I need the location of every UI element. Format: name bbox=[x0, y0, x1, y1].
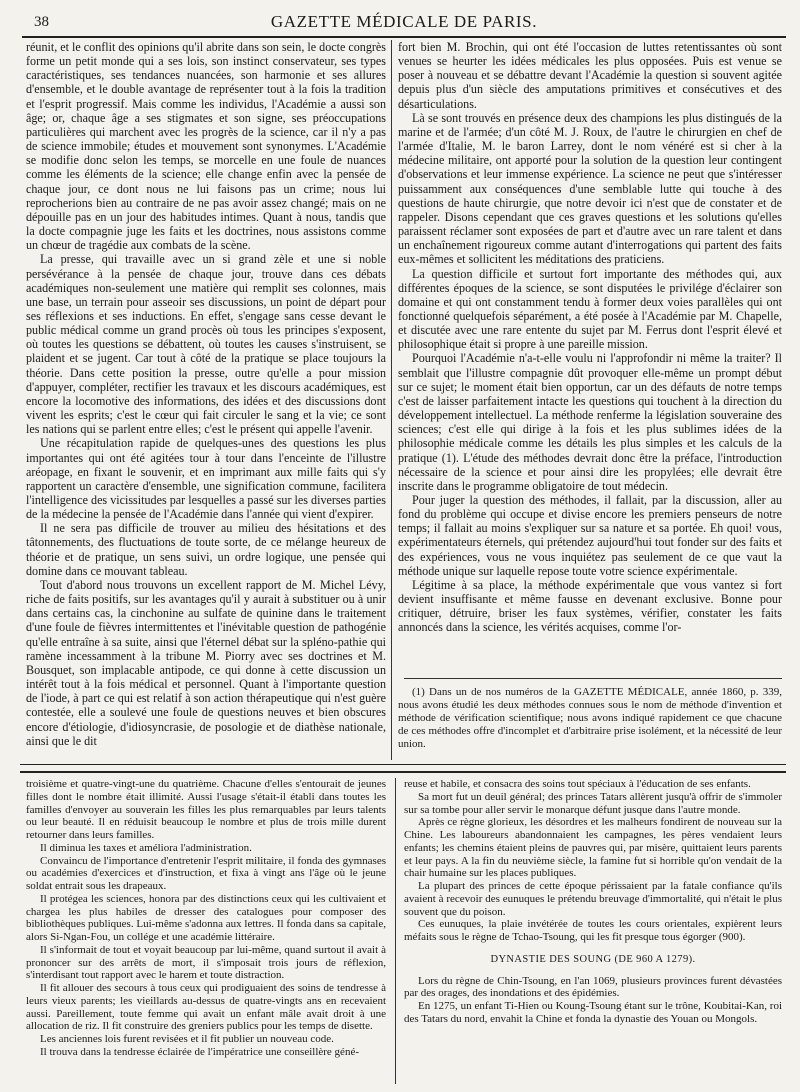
paragraph: Pourquoi l'Académie n'a-t-elle voulu ni l'approfondir ni même la traiter? Il semblait que l'illustre compagnie dût provoquer elle-même un prompt début sur ce sujet; le moment était bien opportun, car un des défauts de notre temps c'est de laisser parfaitement intacte les questions qui touchent à la direction du développement intellectuel. La méthode renferme la législation souveraine des sciences; c'est elle qui dirige à la fois et les plus sublimes idées de la philosophie médicale comme les détails les plus simples et les calculs de la pratique (1). L'étude des méthodes devrait donc être la préface, l'introduction nécessaire de la science et pour ainsi dire les propylées; elle devrait être inscrite dans le programme obligatoire de tout médecin. bbox=[398, 351, 782, 493]
paragraph: Pour juger la question des méthodes, il fallait, par la discussion, aller au fond du problème qui occupe et divise encore les premiers penseurs de notre temps; il fallait au moins s'expliquer sur sa nature et sa portée. Eh quoi! vous, expérimentateurs éternels, qui prétendez aujourd'hui tout fonder sur des faits et des expériences, vous ne vous inquiétez pas seulement de ce que vaut la méthode unique sur laquelle repose toute votre science expérimentale. bbox=[398, 493, 782, 578]
column-divider bbox=[395, 778, 396, 1084]
top-right-column bbox=[398, 40, 782, 672]
column-divider bbox=[391, 40, 392, 760]
paragraph: Il fit allouer des secours à tous ceux qui prodiguaient des soins de tendresse à leurs vieux parents; les vieillards au-dessus de quatre-vingts ans en recevaient aussi. Pareillement, toute femme qui avait un enfant mâle avait droit à une allocation de riz. Il fit construire des greniers publics pour les temps de disette. bbox=[26, 982, 386, 1033]
paragraph: Convaincu de l'importance d'entretenir l'esprit militaire, il fonda des gymnases ou académies d'exercices et d'instruction, et fixa à vingt ans l'âge où le jeune soldat entrait sous les drapeaux. bbox=[26, 854, 386, 892]
paragraph: La plupart des princes de cette époque périssaient par la fatale confiance qu'ils avaient à recevoir des eunuques le prétendu breuvage d'immortalité, qui n'était le plus souvent que du poison. bbox=[404, 880, 782, 918]
paragraph: Il diminua les taxes et améliora l'administration. bbox=[40, 841, 252, 854]
paragraph: Ces eunuques, la plaie invétérée de toutes les cours orientales, expièrent leurs méfaits sous le règne de Tchao-Tsoung, qui les fit presque tous égorger (900). bbox=[404, 918, 782, 943]
paragraph: Une récapitulation rapide de quelques-unes des questions les plus importantes qui ont été agitées tour à tour dans l'enceinte de l'illustre aréopage, en fixant le souvenir, et en imprimant aux mille faits qui s'y rapportent un caractère d'ensemble, une signification commune, facilitera l'intelligence des vicissitudes par lesquelles a passé sur les diverses parties de la médecine la pensée de l'Académie dans l'année qui vient d'expirer. bbox=[26, 436, 386, 522]
paragraph: Sa mort fut un deuil général; des princes Tatars allèrent jusqu'à offrir de s'immoler sur sa tombe pour aller servir le monarque défunt jusque dans l'autre monde. bbox=[404, 790, 782, 816]
paragraph: fort bien M. Brochin, qui ont été l'occasion de luttes retentissantes où sont venues se heurter les idées médicales les plus opposées. Puis est venue se poser à nouveau et se débattre devant l'Académie la question si souvent agitée depuis plus d'un siècle des amputations primitives et consécutives et des désarticulations. bbox=[398, 40, 782, 111]
paragraph: Là se sont trouvés en présence deux des champions les plus distingués de la marine et de l'armée; d'un côté M. J. Roux, de l'autre le chirurgien en chef de l'armée d'Italie, M. le baron Larrey, dont le nom vénéré est si cher à la médecine militaire, ont apporté pour la solution de la question leur contingent d'observations et leur immense expérience. La science ne peut que s'intéresser puissamment aux conséquences d'une semblable lutte qui touche à des questions de haute chirurgie, que notre devoir ici n'est que de constater et de rappeler. Disons cependant que ces graves questions et les solutions qu'elles paraissent réclamer sont exposées de part et d'autre avec un rare talent et dans un enchaînement rigoureux comme autant d'interrogations qui partent des faits eux-mêmes et sollicitent les méditations des praticiens. bbox=[398, 110, 782, 267]
paragraph: La question difficile et surtout fort importante des méthodes qui, aux différentes époques de la science, se sont disputées le privilége d'éclairer son domaine et qui ont constamment tendu à former deux voies parallèles qui ont fonctionné quelquefois séparément, a été posée à l'Académie par M. Chapelle, et discutée avec une rare entente du sujet par M. Ferrus dont l'esprit élevé et philosophique était si propre à une pareille mission. bbox=[398, 266, 782, 352]
footnote bbox=[398, 686, 782, 758]
page-header bbox=[22, 8, 786, 38]
paragraph: réunit, et le conflit des opinions qu'il abrite dans son sein, le docte congrès forme un petit monde qui a ses lois, son instinct conservateur, ses types caractéristiques, ses tendances nuancées, son harmonie et ses allures d'ensemble, et le double avantage de représenter tout à la fois la tradition et l'esprit progressif. Mais comme les individus, l'Académie a aussi son âge; or, chaque âge a ses stigmates et son signe, ses préoccupations particulières qui marchent avec les progrès de la science, car il n'y a pas de science immobile; études et mouvement sont synonymes. L'Académie se modifie donc selon les temps, se morcelle en une foule de nuances comme les éléments de la science; elle change enfin avec la pensée de chaque jour, ce dont nous ne lui faisons pas un crime; nous lui reprocherions bien au contraire de ne pas avoir assez changé; mais on ne dépouille pas en un jour des habitudes intimes. Quant à nous, tandis que la docte compagnie juge les faits et les doctrines, nous assistons comme un chœur de tragédie aux combats de la scène. bbox=[26, 40, 386, 253]
paragraph: Lors du règne de Chin-Tsoung, en l'an 1069, plusieurs provinces furent dévastées par des orages, des inondations et des épidémies. bbox=[404, 974, 782, 1000]
paragraph: reuse et habile, et consacra des soins tout spéciaux à l'éducation de ses enfants. bbox=[404, 778, 751, 790]
paragraph: Il ne sera pas difficile de trouver au milieu des hésitations et des tâtonnements, des fluctuations de toute sorte, de ce mélange heureux de théorie et de pratique, un sens suivi, un ordre logique, une pensée qui domine dans ce mouvant tableau. bbox=[26, 521, 386, 578]
paragraph: Après ce règne glorieux, les désordres et les malheurs fondirent de nouveau sur la Chine. Les laboureurs abandonnaient les campagnes, les pères vendaient leurs enfants; les chemins étaient pleins de pauvres qui, par misère, quittaient leurs parents et leur pays. A la fin du neuvième siècle, la famine fut si horrible qu'on vendait de la chair humaine sur les places publiques. bbox=[404, 816, 782, 880]
bottom-right-column bbox=[404, 778, 782, 1084]
feuilleton-separator bbox=[20, 764, 786, 773]
page-number: 38 bbox=[34, 14, 49, 30]
paragraph: troisième et quatre-vingt-une du quatrième. Chacune d'elles s'entourait de jeunes filles dont le nombre était illimité. Aussi l'usage s'était-il établi dans toutes les familles d'envoyer au souverain les filles les plus remarquables par leurs talents ou leur beauté. Il en réduisit beaucoup le nombre et plus de trois mille durent retourner dans leurs familles. bbox=[26, 778, 386, 841]
paragraph: Légitime à sa place, la méthode expérimentale que vous vantez si fort devient insuffisante et même fausse en devenant exclusive. Bonne pour critiquer, détruire, briser les faux systèmes, vérifier, constater les faits annoncés dans la science, les vérités acquises, comme l'or- bbox=[398, 577, 782, 635]
footnote-text: (1) Dans un de nos numéros de la GAZETTE MÉDICALE, année 1860, p. 339, nous avons étudié les deux méthodes connues sous le nom de méthode d'invention et méthode de vérification scientifique; nous avons indiqué rapidement ce que chacune de ces méthodes offre d'incomplet et d'arbitraire prise isolément, et la nécessité de leur union. bbox=[398, 686, 782, 750]
paragraph: Les anciennes lois furent revisées et il fit publier un nouveau code. bbox=[40, 1033, 334, 1045]
section-heading: DYNASTIE DES SOUNG (DE 960 A 1279). bbox=[490, 953, 696, 965]
paragraph: En 1275, un enfant Ti-Hien ou Koung-Tsoung étant sur le trône, Koubitai-Kan, roi des Tatars du nord, envahit la Chine et fonda la dynastie des Youan ou Mongols. bbox=[404, 1000, 782, 1025]
footnote-rule bbox=[404, 678, 782, 679]
paragraph: Il s'informait de tout et voyait beaucoup par lui-même, quand surtout il avait à prononcer sur des arrêts de mort, il s'imposait trois jours de réflexion, s'interdisant tout rapport avec le harem et toute distraction. bbox=[26, 943, 386, 982]
paragraph: Il trouva dans la tendresse éclairée de l'impératrice une conseillère géné- bbox=[40, 1045, 359, 1058]
paragraph: La presse, qui travaille avec un si grand zèle et une si noble persévérance à la pensée de chaque jour, trouve dans ces débats académiques non-seulement une matière qui remplit ses colonnes, mais une base, un terrain pour asseoir ses discussions, un point de départ pour ses réflexions et ses inductions. En effet, s'engage sans cesse devant le public médical comme un grand procès où tous les principes s'exposent, où toutes les questions se débattent, où toutes les causes s'instruisent, se plaident et se jugent. Car tout à côté de la pratique se place toujours la théorie. Dans cette position la presse, outre qu'elle a pour mission d'appuyer, compléter, rectifier les travaux et les discours académiques, est encore la locomotive des informations, des idées et des discussions dont vivent les esprits; c'est le cœur qui fait circuler le sang et la vie; ce sont les nations qui se parlent entre elles; c'est le présent qui appelle l'avenir. bbox=[26, 252, 386, 437]
journal-title: GAZETTE MÉDICALE DE PARIS. bbox=[270, 12, 538, 31]
top-left-column bbox=[26, 40, 386, 758]
bottom-left-column bbox=[26, 778, 386, 1084]
paragraph: Il protégea les sciences, honora par des distinctions ceux qui les cultivaient et chargea les plus habiles de dresser des catalogues pour composer des bibliothèques publiques. Lui-même s'adonna aux lettres. Il fonda dans sa capitale, alors Si-Ngan-Fou, un collége et une académie littéraire. bbox=[26, 892, 386, 943]
paragraph: Tout d'abord nous trouvons un excellent rapport de M. Michel Lévy, riche de faits positifs, sur les avantages qu'il y aurait à substituer ou à unir dans certains cas, la cinchonine au sulfate de quinine dans le traitement d'une foule de fièvres intermittentes et l'inévitable question de pathogénie qu'elle entraîne à sa suite, ainsi que l'éternel débat sur la spléno-pathie qui ramène incessamment à la tribune M. Piorry avec ses doctrines et M. Bousquet, son implacable antipode, ce qui donne à cette discussion un intérêt tout à la fois médical et personnel. Quant à l'importante question de l'iode, à part ce qui est relatif à son action thérapeutique qui n'est guère contestée, elle a soulevé une foule de questions neuves et bien obscures encore d'étiologie, d'idiosyncrasie, de posologie et de diathèse nationale, ainsi que le dit bbox=[26, 577, 386, 748]
